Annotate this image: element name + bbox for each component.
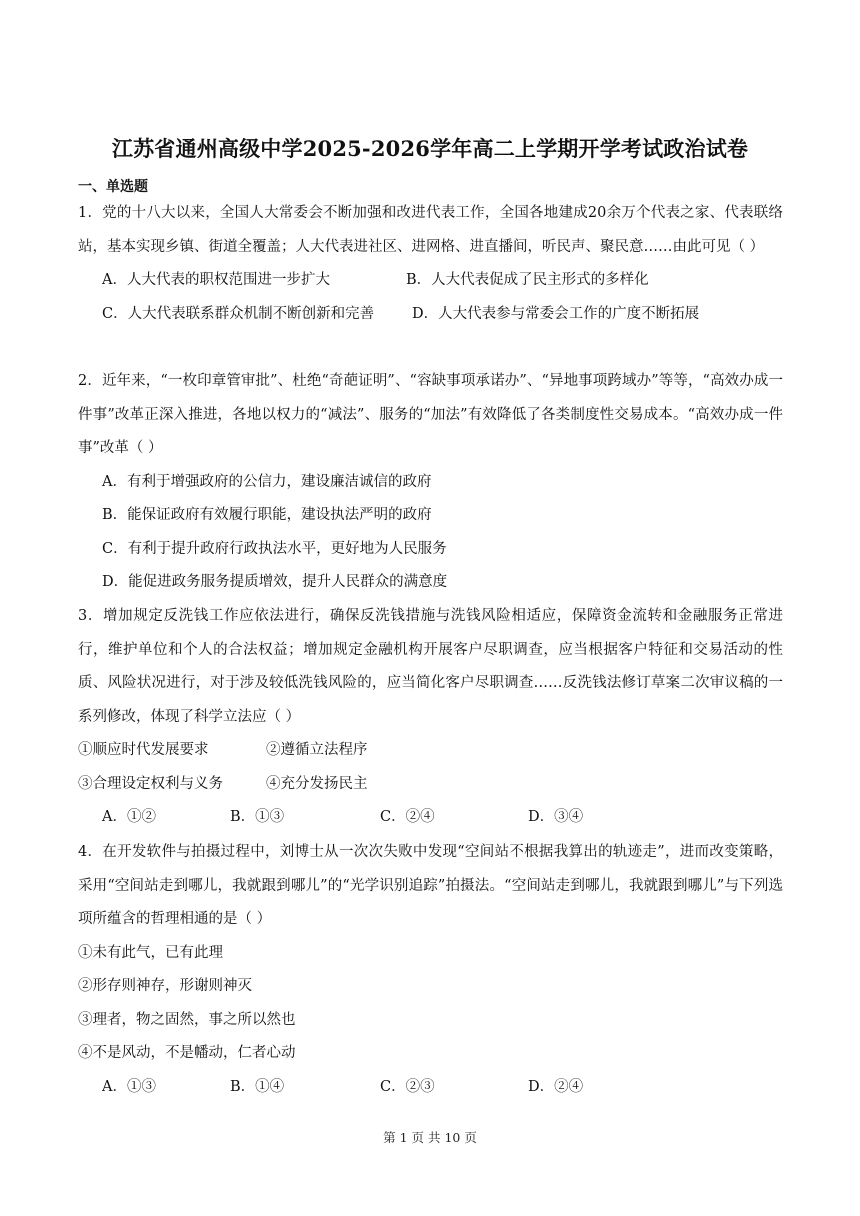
option-c: C．有利于提升政府行政执法水平，更好地为人民服务 <box>102 540 447 557</box>
statement-row <box>78 768 783 802</box>
question-4 <box>78 836 783 1104</box>
option-a: A．人大代表的职权范围进一步扩大 <box>102 272 330 288</box>
option-c: C．②④ <box>380 809 435 825</box>
statement-2: ②形存则神存，形谢则神灭 <box>78 978 252 994</box>
statement-1: ①顺应时代发展要求 <box>78 742 209 758</box>
question-3 <box>78 600 783 835</box>
option-row <box>78 298 783 332</box>
option-c: C．人大代表联系群众机制不断创新和完善 <box>102 305 375 322</box>
statement-2: ②遵循立法程序 <box>266 742 368 758</box>
option-b: B．人大代表促成了民主形式的多样化 <box>406 272 649 288</box>
option-d: D．②④ <box>528 1078 584 1095</box>
option-c: C．②③ <box>380 1078 435 1095</box>
statement-3: ③合理设定权利与义务 <box>78 775 223 792</box>
option-a: A．有利于增强政府的公信力，建设廉洁诚信的政府 <box>102 473 432 490</box>
question-stem: 3．增加规定反洗钱工作应依法进行，确保反洗钱措施与洗钱风险相适应，保障资金流转和金融服务正常进行，维护单位和个人的合法权益；增加规定金融机构开展客户尽职调查，应当根据客户特征和交易活动的性质、风险状况进行，对于涉及较低洗钱风险的，应当简化客户尽职调查……反洗钱法修订草案二次审议稿的一系列修改，体现了科学立法应（ ） <box>78 608 783 725</box>
statement-3: ③理者，物之固然，事之所以然也 <box>78 1011 296 1028</box>
page-footer: 第 1 页 共 10 页 <box>383 1130 477 1145</box>
option-d: D．③④ <box>528 809 584 825</box>
question-stem: 2．近年来，“一枚印章管审批”、杜绝“奇葩证明”、“容缺事项承诺办”、“异地事项跨域办”等等，“高效办成一件事”改革正深入推进，各地以权力的“减法”、服务的“加法”有效降低了各类制度性交易成本。“高效办成一件事”改革（ ） <box>78 373 783 456</box>
option-a: A．①③ <box>102 1078 156 1095</box>
option-a: A．①② <box>102 809 156 825</box>
statement-1: ①未有此气，已有此理 <box>78 944 223 961</box>
question-2 <box>78 365 783 600</box>
page-title: 江苏省通州高级中学2025-2026学年高二上学期开学考试政治试卷 <box>111 136 749 161</box>
question-stem: 4．在开发软件与拍摄过程中，刘博士从一次次失败中发现“空间站不根据我算出的轨迹走”，进而改变策略，采用“空间站走到哪儿，我就跟到哪儿”的“光学识别追踪”拍摄法。“空间站走到哪儿，我就跟到哪儿”与下列选项所蕴含的哲理相通的是（ ） <box>78 844 783 927</box>
option-b: B．能保证政府有效履行职能，建设执法严明的政府 <box>102 507 432 523</box>
question-1 <box>78 197 783 331</box>
statement-row <box>78 734 783 768</box>
option-row <box>78 264 783 298</box>
option-row <box>78 801 783 835</box>
section-heading: 一、单选题 <box>78 179 148 195</box>
option-b: B．①④ <box>230 1078 285 1095</box>
statement-4: ④不是风动，不是幡动，仁者心动 <box>78 1045 296 1061</box>
option-d: D．能促进政务服务提质增效，提升人民群众的满意度 <box>102 574 448 590</box>
statement-4: ④充分发扬民主 <box>266 775 368 792</box>
question-stem: 1．党的十八大以来，全国人大常委会不断加强和改进代表工作，全国各地建成20余万个代表之家、代表联络站，基本实现乡镇、街道全覆盖；人大代表进社区、进网格、进直播间，听民声、聚民意……由此可见（ ） <box>78 205 783 255</box>
option-d: D．人大代表参与常委会工作的广度不断拓展 <box>412 305 700 322</box>
option-b: B．①③ <box>230 809 285 825</box>
option-row <box>78 1071 783 1105</box>
